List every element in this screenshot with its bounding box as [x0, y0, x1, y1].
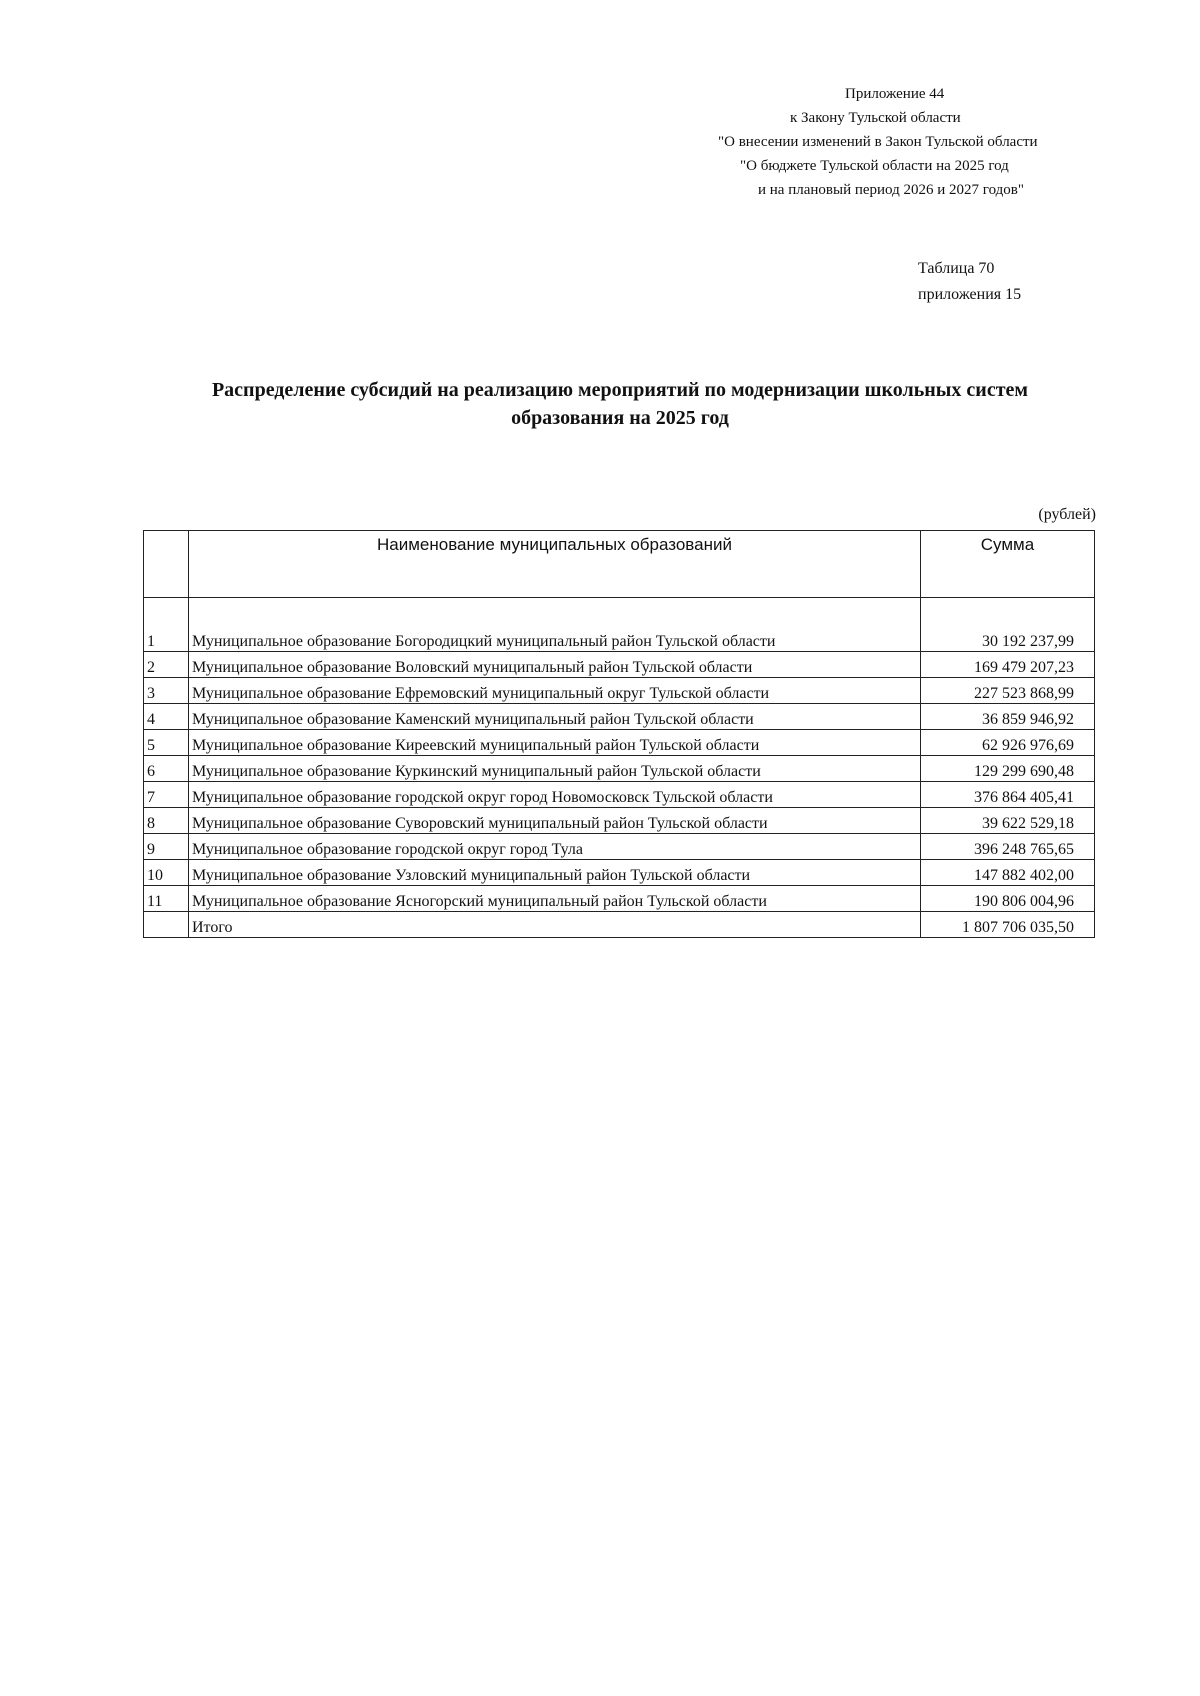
municipality-name: Муниципальное образование Киреевский муниципальный район Тульской области [189, 730, 921, 756]
title-line: образования на 2025 год [511, 407, 729, 429]
table-row [144, 834, 1095, 860]
subsidy-amount: 30 192 237,99 [921, 626, 1095, 652]
table-row [144, 808, 1095, 834]
table-number: Таблица 70 [918, 260, 995, 277]
appendix-line: "О бюджете Тульской области на 2025 год [740, 158, 1009, 174]
appendix-line: и на плановый период 2026 и 2027 годов" [758, 182, 1024, 198]
spacer-row [144, 598, 1095, 627]
municipality-name: Муниципальное образование Суворовский муниципальный район Тульской области [189, 808, 921, 834]
subsidy-amount: 376 864 405,41 [921, 782, 1095, 808]
subsidy-amount: 169 479 207,23 [921, 652, 1095, 678]
subsidy-table [143, 530, 1095, 938]
table-header-row [144, 531, 1095, 598]
municipality-name: Муниципальное образование Воловский муниципальный район Тульской области [189, 652, 921, 678]
row-number: 2 [144, 652, 189, 678]
row-number: 11 [144, 886, 189, 912]
appendix-line: "О внесении изменений в Закон Тульской области [718, 134, 1038, 150]
municipality-name: Муниципальное образование Ефремовский муниципальный округ Тульской области [189, 678, 921, 704]
municipality-name: Муниципальное образование Богородицкий муниципальный район Тульской области [189, 626, 921, 652]
row-number: 5 [144, 730, 189, 756]
table-row [144, 626, 1095, 652]
row-number: 4 [144, 704, 189, 730]
total-amount: 1 807 706 035,50 [921, 912, 1095, 938]
municipality-name: Муниципальное образование Ясногорский муниципальный район Тульской области [189, 886, 921, 912]
table-row [144, 652, 1095, 678]
subsidy-amount: 190 806 004,96 [921, 886, 1095, 912]
spacer-cell [189, 598, 921, 627]
row-number: 10 [144, 860, 189, 886]
table-row [144, 860, 1095, 886]
table-row [144, 730, 1095, 756]
subsidy-amount: 396 248 765,65 [921, 834, 1095, 860]
appendix-line: Приложение 44 [845, 86, 945, 102]
subsidy-amount: 62 926 976,69 [921, 730, 1095, 756]
total-label: Итого [189, 912, 921, 938]
row-number: 7 [144, 782, 189, 808]
row-number: 9 [144, 834, 189, 860]
table-row [144, 704, 1095, 730]
table-row [144, 886, 1095, 912]
subsidy-amount: 227 523 868,99 [921, 678, 1095, 704]
subsidy-amount: 39 622 529,18 [921, 808, 1095, 834]
municipality-name: Муниципальное образование городской округ город Новомосковск Тульской области [189, 782, 921, 808]
municipality-name: Муниципальное образование городской округ город Тула [189, 834, 921, 860]
row-number: 8 [144, 808, 189, 834]
document-title [140, 376, 1100, 432]
table-row [144, 756, 1095, 782]
units-label: (рублей) [1038, 506, 1096, 523]
total-num-cell [144, 912, 189, 938]
header-amount: Сумма [921, 531, 1095, 598]
subsidy-amount: 129 299 690,48 [921, 756, 1095, 782]
municipality-name: Муниципальное образование Узловский муниципальный район Тульской области [189, 860, 921, 886]
header-name: Наименование муниципальных образований [189, 531, 921, 598]
table-reference [918, 256, 1021, 308]
row-number: 1 [144, 626, 189, 652]
title-line: Распределение субсидий на реализацию мероприятий по модернизации школьных систем [211, 379, 1029, 401]
table-body [144, 598, 1095, 938]
spacer-cell [921, 598, 1095, 627]
header-num [144, 531, 189, 598]
municipality-name: Муниципальное образование Каменский муниципальный район Тульской области [189, 704, 921, 730]
appendix-reference: приложения 15 [918, 286, 1022, 303]
subsidy-amount: 36 859 946,92 [921, 704, 1095, 730]
table-row [144, 678, 1095, 704]
row-number: 3 [144, 678, 189, 704]
subsidy-amount: 147 882 402,00 [921, 860, 1095, 886]
municipality-name: Муниципальное образование Куркинский муниципальный район Тульской области [189, 756, 921, 782]
table-row [144, 782, 1095, 808]
spacer-cell [144, 598, 189, 627]
appendix-header [718, 82, 1098, 202]
total-row [144, 912, 1095, 938]
appendix-line: к Закону Тульской области [790, 110, 961, 126]
row-number: 6 [144, 756, 189, 782]
